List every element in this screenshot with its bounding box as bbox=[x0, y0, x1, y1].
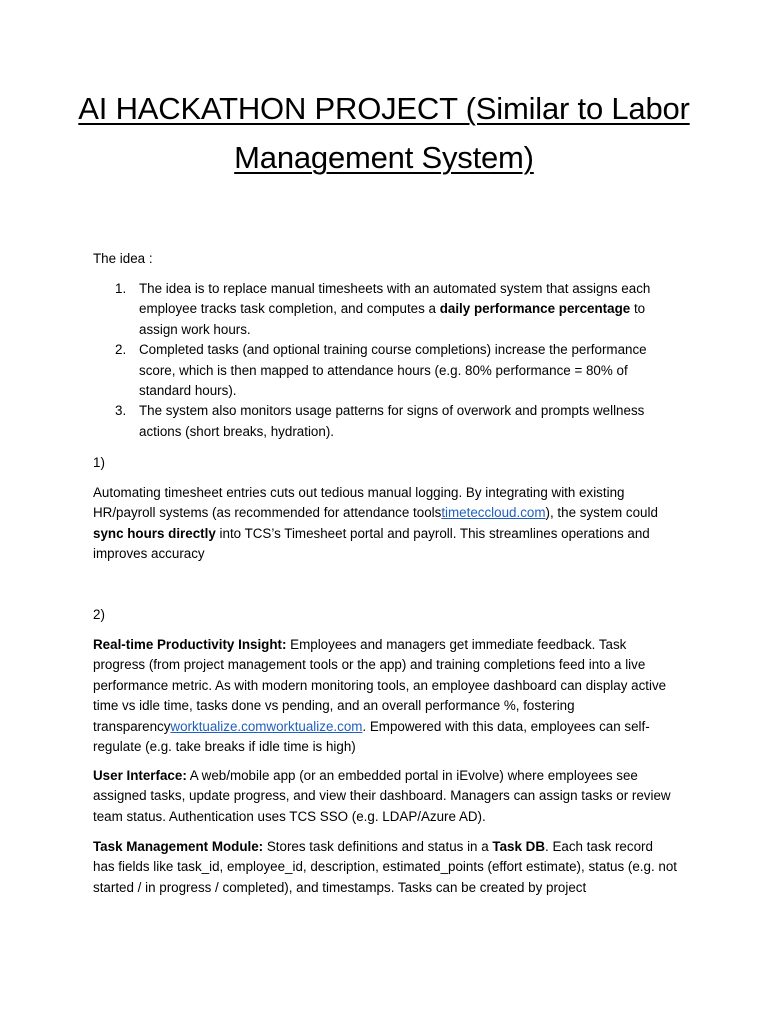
section-1-number: 1) bbox=[93, 455, 105, 470]
idea-item-3 bbox=[93, 401, 678, 442]
idea-item-text: The idea is to replace manual timesheets with an automated system that assigns each employee tracks task completion, and computes a bbox=[139, 281, 651, 317]
productivity-heading: Real-time Productivity Insight: bbox=[93, 637, 287, 652]
task-module-paragraph bbox=[93, 837, 678, 898]
idea-item-bold: daily performance percentage bbox=[439, 301, 631, 317]
paragraph-text: ), the system could bbox=[545, 505, 658, 521]
user-interface-heading: User Interface: bbox=[93, 768, 187, 783]
task-db-bold: Task DB bbox=[492, 839, 545, 854]
idea-item-1 bbox=[93, 279, 678, 340]
section-1-paragraph bbox=[93, 483, 678, 565]
paragraph-text: . Each task record has fields like task_id, employee_id, description, estimated_points (effort estimate), status (e.g. not started / in progress / completed), and timestamps. Tasks can be created by project bbox=[93, 839, 678, 895]
list-number: 3. bbox=[115, 403, 127, 419]
timetec-link[interactable]: timeteccloud.com bbox=[441, 505, 546, 521]
list-number: 1. bbox=[115, 281, 127, 296]
paragraph-text: Automating timesheet entries cuts out tedious manual logging. By integrating with existing HR/payroll systems (as recommended for attendance tools bbox=[93, 485, 625, 521]
paragraph-text: Employees and managers get immediate feedback. Task progress (from project management tools or the app) and training completions feed into a live performance metric. As with modern monitoring tools, an employee dashboard can display active time vs idle time, tasks done vs pending, and an overall performance %, fostering transparency bbox=[93, 637, 667, 734]
list-number: 2. bbox=[115, 342, 127, 358]
document-title: AI HACKATHON PROJECT (Similar to Labor Management System) bbox=[78, 91, 690, 175]
task-module-heading: Task Management Module: bbox=[93, 839, 264, 854]
paragraph-text: Stores task definitions and status in a bbox=[263, 839, 493, 854]
paragraph-bold: sync hours directly bbox=[93, 525, 216, 541]
worktualize-link[interactable]: worktualize.comworktualize.com bbox=[170, 718, 363, 734]
user-interface-paragraph bbox=[93, 766, 678, 827]
idea-list bbox=[93, 279, 678, 442]
idea-item-text: The system also monitors usage patterns for signs of overwork and prompts wellness actions (short breaks, hydration). bbox=[139, 403, 645, 439]
idea-item-2 bbox=[93, 340, 678, 401]
idea-item-text: Completed tasks (and optional training course completions) increase the performance score, which is then mapped to attendance hours (e.g. 80% performance = 80% of standard hours). bbox=[139, 342, 647, 399]
idea-label: The idea : bbox=[93, 251, 153, 266]
section-2-number: 2) bbox=[93, 607, 105, 622]
paragraph-text: . Empowered with this data, employees can self-regulate (e.g. take breaks if idle time is high) bbox=[93, 718, 650, 755]
idea-item-text: to assign work hours. bbox=[139, 301, 646, 337]
paragraph-text: into TCS’s Timesheet portal and payroll. This streamlines operations and improves accuracy bbox=[93, 525, 650, 562]
productivity-paragraph bbox=[93, 635, 678, 757]
paragraph-text: A web/mobile app (or an embedded portal in iEvolve) where employees see assigned tasks, update progress, and view their dashboard. Managers can assign tasks or review team status. Authentication uses TCS SSO (e.g. LDAP/Azure AD). bbox=[93, 768, 671, 824]
